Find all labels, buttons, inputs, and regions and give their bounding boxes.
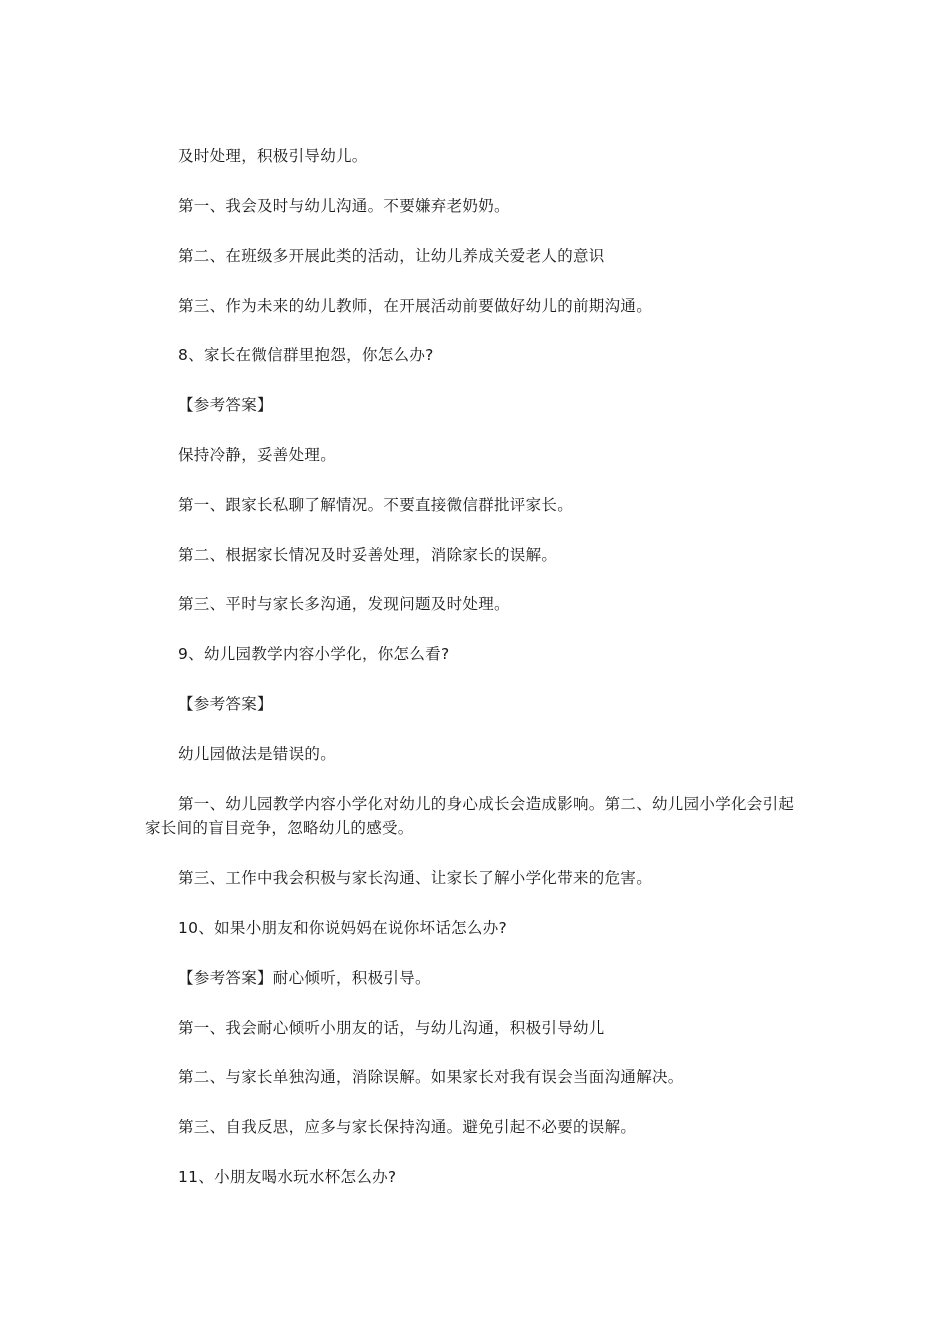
paragraph: 幼儿园做法是错误的。 bbox=[178, 745, 337, 763]
question-heading: 8、家长在微信群里抱怨，你怎么办? bbox=[178, 346, 434, 364]
paragraph: 第一、我会耐心倾听小朋友的话，与幼儿沟通，积极引导幼儿 bbox=[178, 1019, 605, 1037]
paragraph: 第一、跟家长私聊了解情况。不要直接微信群批评家长。 bbox=[178, 496, 574, 514]
answer-label: 【参考答案】 bbox=[178, 396, 273, 414]
question-heading: 9、幼儿园教学内容小学化，你怎么看? bbox=[178, 645, 450, 663]
paragraph: 第三、平时与家长多沟通，发现问题及时处理。 bbox=[178, 595, 510, 613]
paragraph: 第二、与家长单独沟通，消除误解。如果家长对我有误会当面沟通解决。 bbox=[178, 1068, 684, 1086]
question-heading: 10、如果小朋友和你说妈妈在说你坏话怎么办? bbox=[178, 919, 508, 937]
paragraph: 第一、我会及时与幼儿沟通。不要嫌弃老奶奶。 bbox=[178, 197, 510, 215]
paragraph: 第二、在班级多开展此类的活动，让幼儿养成关爱老人的意识 bbox=[178, 247, 605, 265]
paragraph: 第一、幼儿园教学内容小学化对幼儿的身心成长会造成影响。第二、幼儿园小学化会引起家长间的盲目竞争，忽略幼儿的感受。 bbox=[145, 795, 795, 837]
paragraph: 第三、作为未来的幼儿教师，在开展活动前要做好幼儿的前期沟通。 bbox=[178, 297, 653, 315]
question-heading: 11、小朋友喝水玩水杯怎么办? bbox=[178, 1168, 397, 1186]
answer-label: 【参考答案】 bbox=[178, 695, 273, 713]
answer-label: 【参考答案】耐心倾听，积极引导。 bbox=[178, 969, 431, 987]
paragraph: 及时处理，积极引导幼儿。 bbox=[178, 147, 368, 165]
paragraph: 第二、根据家长情况及时妥善处理，消除家长的误解。 bbox=[178, 546, 558, 564]
paragraph: 第三、自我反思，应多与家长保持沟通。避免引起不必要的误解。 bbox=[178, 1118, 637, 1136]
paragraph: 保持冷静，妥善处理。 bbox=[178, 446, 337, 464]
paragraph: 第三、工作中我会积极与家长沟通、让家长了解小学化带来的危害。 bbox=[178, 869, 653, 887]
